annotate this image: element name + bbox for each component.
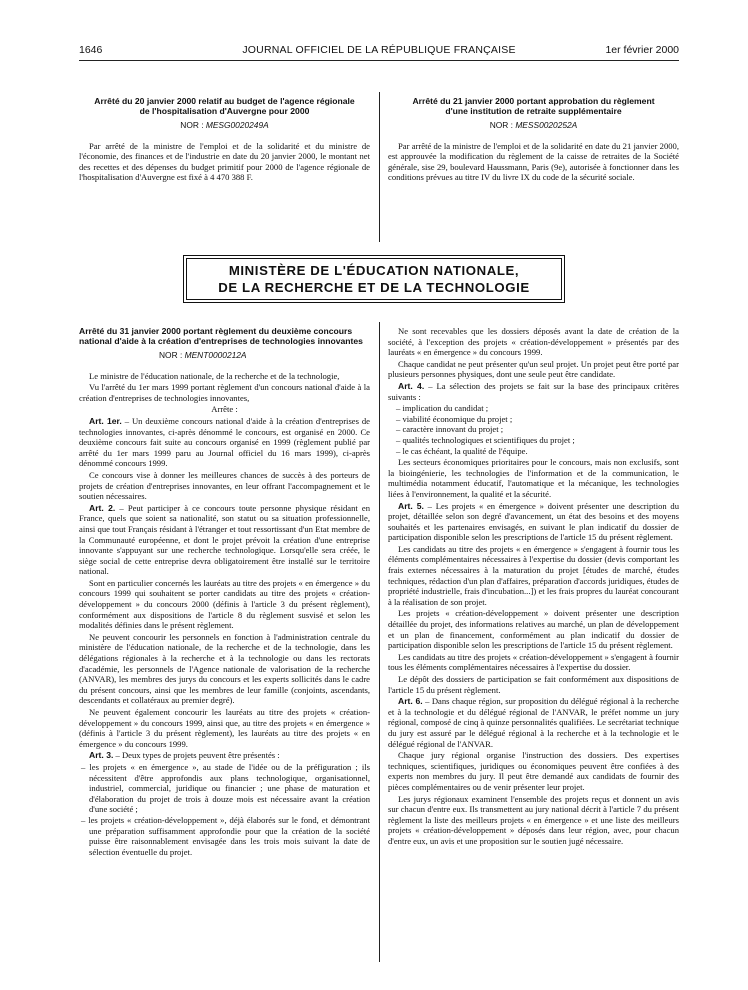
paragraph: Ne peuvent également concourir les lauréats au titre des projets « création-développement » du concours 1999, ainsi que, au titre des projets « en émergence » (définis à l'article 3 du présent règlement), les lauréats au titre des projets « en émergence » du concours 1999. (79, 707, 370, 749)
list-item: – le cas échéant, la qualité de l'équipe. (396, 445, 528, 456)
arrete-heading: Arrête : (211, 404, 238, 415)
article-3: Art. 3. – Deux types de projets peuvent être présentés : (89, 750, 280, 761)
paragraph: Ne sont recevables que les dossiers déposés avant la date de création de la société, à l'exception des projets « création-développement » présentés par des lauréats « en émergence » du concours 1999. (388, 326, 679, 358)
decree-title: Arrêté du 31 janvier 2000 portant règlement du deuxième concours national d'aide à la création d'entreprises de technologies innovantes (79, 326, 363, 346)
main-left-column (79, 326, 370, 858)
decree-pension-institution (388, 96, 679, 184)
page-number: 1646 (79, 44, 103, 56)
list-item: – viabilité économique du projet ; (396, 413, 513, 424)
list-item: – implication du candidat ; (396, 403, 489, 414)
publication-date: 1er février 2000 (605, 44, 679, 56)
article-5: Art. 5. – Les projets « en émergence » doivent présenter une description du projet, détaillée selon son degré d'avancement, un état des besoins et des moyens souhaités et les partenaires envisagés, en suivant le plan indicatif du dossier de participation disponible selon les prescriptions de l'article 15 du présent règlement. (388, 500, 679, 543)
paragraph: Sont en particulier concernés les lauréats au titre des projets « en émergence » du concours 1999 qui souhaitent se porter candidats au titre des projets « création-développement » du concours 2000 (définis à l'article 3 du présent règlement), conformément aux dispositions de l'article 8 du règlement susvisé et selon les modalités définies dans le présent règlement. (79, 577, 370, 631)
decree-budget-auvergne (79, 96, 370, 184)
list-item: – caractère innovant du projet ; (396, 424, 504, 435)
ministry-line-1: MINISTÈRE DE L'ÉDUCATION NATIONALE, (228, 263, 520, 278)
article-4: Art. 4. – La sélection des projets se fait sur la base des principaux critères suivants : (388, 380, 679, 402)
paragraph: Les jurys régionaux examinent l'ensemble des projets reçus et donnent un avis sur chacun d'entre eux. Ils transmettent au jury national décrit à l'article 7 du présent règlement la liste des meilleurs projets « en émergence » et une liste des meilleurs projets « création-développement » déposés dans leur région, avec, pour chacun d'entre eux, un avis et une proposition sur le soutien jugé nécessaire. (388, 793, 679, 846)
paragraph: Les secteurs économiques prioritaires pour le concours, mais non exclusifs, sont la bioingénierie, les technologies de l'information et de la communication, le multimédia notamment éducatif, l'automatique et la mécanique, les technologies liées à l'environnement, la qualité et la sécurité. (388, 457, 679, 499)
article-2: Art. 2. – Peut participer à ce concours toute personne physique résidant en France, quels que soient sa nationalité, son statut ou sa situation professionnelle, ainsi que tout Français résidant à l'étranger et tout ressortissant d'un Etat membre de la Communauté européenne, et dont le projet prévoit la création d'une entreprise innovante s'appuyant sur une recherche technologique. Lorsqu'elle sera créée, le siège social de cette entreprise devra obligatoirement être installé sur le territoire national. (79, 502, 370, 577)
journal-title: JOURNAL OFFICIEL DE LA RÉPUBLIQUE FRANÇAISE (242, 44, 516, 56)
criteria-list (388, 403, 679, 456)
nor-reference: NOR : MENT0000212A (159, 350, 247, 360)
paragraph: Les candidats au titre des projets « en émergence » s'engagent à fournir tous les éléments complémentaires nécessaires à l'expertise du dossier (devis comportant les frais externes nécessaires à la maturation du projet [études de marché, études techniques, rédaction d'un plan d'affaires, préparation d'accords juridiques, études de propriété industrielle, frais d'incubation...]) et les frais propres du lauréat concourant à la réalisation de son projet. (388, 543, 679, 607)
paragraph: Ne peuvent concourir les personnels en fonction à l'administration centrale du ministère de l'éducation nationale, de la recherche et de la technologie, dans les délégations régionales à la recherche et à la technologie ou dans les rectorats d'académie, les personnels de l'Agence nationale de valorisation de la recherche (ANVAR), les membres des jurys du concours et les experts sollicités dans le cadre du présent concours, ainsi que les membres de leur famille (conjoints, ascendants, descendants et collatéraux au premier degré). (79, 631, 370, 706)
paragraph: Chaque jury régional organise l'instruction des dossiers. Des expertises techniques, scientifiques, juridiques ou économiques peuvent être confiées à des experts non membres du jury. Il peut être demandé aux candidats de fournir des pièces complémentaires ou de venir présenter leur projet. (388, 750, 679, 792)
list-item: – les projets « création-développement », déjà élaborés sur le fond, et démontrant une préparation suffisamment approfondie pour que la création de la société puisse être raisonnablement envisagée dans les trois mois suivant la date de sélection éventuelle du projet. (81, 814, 370, 857)
header-rule (79, 60, 679, 61)
project-types-list (79, 762, 370, 857)
list-item: – qualités technologiques et scientifiques du projet ; (396, 434, 575, 445)
paragraph: Chaque candidat ne peut présenter qu'un seul projet. Un projet peut être porté par plusieurs personnes physiques, dont une seule peut être candidate. (388, 358, 679, 380)
nor-reference: NOR : MESS0020252A (489, 120, 578, 130)
decree-title: Arrêté du 21 janvier 2000 portant approbation du règlement d'une institution de retraite supplémentaire (412, 96, 655, 116)
paragraph: Vu l'arrêté du 1er mars 1999 portant règlement d'un concours national d'aide à la création d'entreprises de technologies innovantes, (79, 382, 370, 403)
column-divider (379, 92, 380, 242)
article-6: Art. 6. – Dans chaque région, sur proposition du délégué régional à la recherche et à la technologie et du délégué régional de l'ANVAR, le préfet nomme un jury régional, composé de cinq à quinze personnalités qualifiées. Le secrétariat technique du jury est assuré par le délégué régional à la recherche et à la technologie et le délégué régional de l'ANVAR. (388, 696, 679, 749)
article-1: Art. 1er. – Un deuxième concours national d'aide à la création d'entreprises de technologies innovantes, ci-après dénommé le concours, est organisé en 2000. Ce deuxième concours fait suite au concours organisé en 1999 (règlement publié par arrêté du 1er mars 1999 paru au Journal officiel du 16 mars 1999), ci-après dénommé concours 1999. (79, 415, 370, 469)
decree-body: Par arrêté de la ministre de l'emploi et de la solidarité en date du 21 janvier 2000, est approuvée la modification du règlement de la caisse de retraites de la Société générale, sise 29, boulevard Haussmann, Paris (9e), autorisée à fonctionner dans les conditions prévues au titre IV du livre IX du code de la sécurité sociale. (388, 140, 679, 183)
paragraph: Le dépôt des dossiers de participation se fait conformément aux dispositions de l'article 15 du présent règlement. (388, 674, 679, 695)
decree-title: Arrêté du 20 janvier 2000 relatif au budget de l'agence régionale de l'hospitalisation d'Auvergne pour 2000 (94, 96, 355, 116)
nor-reference: NOR : MESG0020249A (180, 120, 269, 130)
paragraph: Les projets « création-développement » doivent présenter une description détaillée du projet, des informations relatives au marché, un plan de développement et un plan de financement, conformément au plan indicatif du dossier de participation disponible selon les prescriptions de l'article 15 du présent règlement. (388, 608, 679, 651)
decree-body: Par arrêté de la ministre de l'emploi et de la solidarité et du ministre de l'économie, des finances et de l'industrie en date du 20 janvier 2000, le montant net des recettes et des dépenses du budget primitif pour 2000 de l'agence régionale de l'hospitalisation d'Auvergne est fixé à 4 470 388 F. (79, 140, 370, 183)
list-item: – les projets « en émergence », au stade de l'idée ou de la préfiguration ; ils nécessitent d'être approfondis aux plans technologique, organisationnel, industriel, commercial, juridique ou financier ; une phase de maturation et d'élaboration du projet de trois à douze mois est nécessaire avant la création d'une société ; (81, 761, 370, 815)
ministry-line-2: DE LA RECHERCHE ET DE LA TECHNOLOGIE (218, 280, 530, 295)
ministry-heading (186, 258, 562, 300)
main-right-column (388, 326, 679, 848)
paragraph: Le ministre de l'éducation nationale, de la recherche et de la technologie, (89, 370, 340, 381)
paragraph: Les candidats au titre des projets « création-développement » s'engagent à fournir tous les éléments complémentaires nécessaires à l'expertise du dossier. (388, 651, 679, 673)
paragraph: Ce concours vise à donner les meilleures chances de succès à des porteurs de projets de création d'entreprises innovantes, en leur offrant l'accompagnement et le soutien nécessaires. (79, 469, 370, 502)
page-header (79, 44, 679, 58)
column-divider (379, 322, 380, 962)
